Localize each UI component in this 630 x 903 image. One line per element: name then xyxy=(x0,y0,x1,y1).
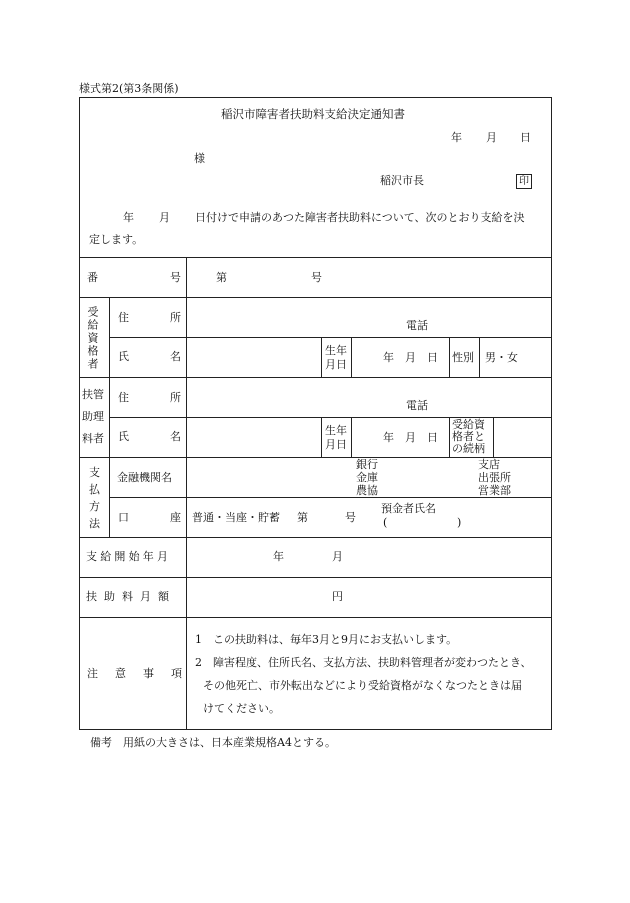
recipient-birth-label-1: 生年 xyxy=(325,344,347,357)
notes-label: 注意事項 xyxy=(87,667,199,680)
body-text-line2: 定します。 xyxy=(89,233,144,246)
column-divider xyxy=(351,417,352,457)
guardian-relation-label-3: の続柄 xyxy=(452,442,485,455)
holder-paren-open: ( xyxy=(383,516,388,529)
column-divider xyxy=(321,417,322,457)
holder-label: 預金者氏名 xyxy=(381,502,436,515)
guardian-phone-label: 電話 xyxy=(406,399,428,412)
column-divider xyxy=(186,257,187,617)
guardian-address-label-1: 住 xyxy=(118,391,129,404)
guardian-relation-label-2: 格者と xyxy=(452,430,485,443)
issuer-name: 稲沢市長 xyxy=(380,174,424,187)
recipient-birth-label-2: 月日 xyxy=(325,358,347,371)
row-divider xyxy=(79,297,552,298)
column-divider xyxy=(493,417,494,457)
note-item-1: 1 この扶助料は、毎年3月と9月にお支払いします。 xyxy=(195,633,458,646)
row-divider xyxy=(109,337,552,338)
guardian-group-label-1: 扶管 xyxy=(82,388,104,401)
row-divider xyxy=(79,577,552,578)
document-title: 稲沢市障害者扶助料支給決定通知書 xyxy=(221,107,405,121)
guardian-birth-label-1: 生年 xyxy=(325,424,347,437)
branch-type-branch: 支店 xyxy=(478,458,500,471)
recipient-birth-value: 年 月 日 xyxy=(383,351,438,364)
recipient-phone-label: 電話 xyxy=(406,319,428,332)
note-item-2-cont: その他死亡、市外転出などにより受給資格がなくなつたときは届 xyxy=(203,679,522,692)
account-label-1: 口 xyxy=(118,511,129,524)
row-divider xyxy=(109,497,552,498)
payment-group-label-1: 支 xyxy=(89,466,100,479)
guardian-group-label-2: 助理 xyxy=(82,410,104,423)
payment-group-label-2: 払 xyxy=(89,483,100,496)
column-divider xyxy=(449,337,450,377)
number-label-right: 号 xyxy=(170,271,181,284)
payment-group-label-3: 方 xyxy=(89,500,100,513)
account-no-suffix: 号 xyxy=(345,511,356,524)
guardian-address-label-2: 所 xyxy=(170,391,181,404)
body-text-line1: 日付けで申請のあつた障害者扶助料について、次のとおり支給を決 xyxy=(195,211,525,224)
column-divider xyxy=(351,337,352,377)
institution-label: 金融機関名 xyxy=(117,471,172,484)
account-no-prefix: 第 xyxy=(297,511,308,524)
row-divider xyxy=(79,537,552,538)
column-divider xyxy=(479,337,480,377)
note-item-2-end: けてください。 xyxy=(203,702,280,715)
column-divider xyxy=(109,297,110,537)
recipient-name-label-1: 氏 xyxy=(118,350,129,363)
addressee-suffix: 様 xyxy=(194,152,205,165)
recipient-group-label: 受給資格者 xyxy=(86,306,99,371)
guardian-birth-label-2: 月日 xyxy=(325,438,347,451)
number-prefix: 第 xyxy=(216,271,227,284)
amount-unit: 円 xyxy=(332,590,343,603)
row-divider xyxy=(79,377,552,378)
recipient-gender-value: 男・女 xyxy=(485,351,518,364)
holder-paren-close: ) xyxy=(457,516,462,529)
column-divider xyxy=(449,417,450,457)
recipient-gender-label: 性別 xyxy=(452,351,474,364)
account-label-2: 座 xyxy=(170,511,181,524)
guardian-name-label-1: 氏 xyxy=(118,430,129,443)
start-row-label: 支給開始年月 xyxy=(86,550,172,563)
payment-group-label-4: 法 xyxy=(89,517,100,530)
footnote: 備考 用紙の大きさは、日本産業規格A4とする。 xyxy=(90,736,336,749)
start-year-label: 年 xyxy=(273,550,284,563)
guardian-name-label-2: 名 xyxy=(170,430,181,443)
amount-row-label: 扶助料月額 xyxy=(86,590,176,603)
seal-stamp: 印 xyxy=(516,174,532,189)
recipient-name-label-2: 名 xyxy=(170,350,181,363)
column-divider xyxy=(321,337,322,377)
institution-type-ja: 農協 xyxy=(356,484,378,497)
account-types: 普通・当座・貯蓄 xyxy=(192,511,280,524)
guardian-group-label-3: 料者 xyxy=(82,432,104,445)
date-year-label: 年 xyxy=(451,131,462,144)
body-year-label: 年 xyxy=(123,211,134,224)
start-month-label: 月 xyxy=(332,550,343,563)
recipient-address-label-2: 所 xyxy=(170,311,181,324)
number-label-left: 番 xyxy=(87,271,98,284)
date-month-label: 月 xyxy=(486,131,497,144)
recipient-address-label-1: 住 xyxy=(118,311,129,324)
guardian-birth-value: 年 月 日 xyxy=(383,431,438,444)
branch-type-office: 出張所 xyxy=(478,471,511,484)
row-divider xyxy=(79,257,552,258)
date-day-label: 日 xyxy=(520,131,531,144)
row-divider xyxy=(79,617,552,618)
institution-type-shinkin: 金庫 xyxy=(356,471,378,484)
form-label: 様式第2(第3条関係) xyxy=(79,82,179,95)
number-suffix: 号 xyxy=(311,271,322,284)
guardian-relation-label-1: 受給資 xyxy=(452,418,485,431)
note-item-2: 2 障害程度、住所氏名、支払方法、扶助料管理者が変わつたとき、 xyxy=(195,656,532,669)
institution-type-bank: 銀行 xyxy=(356,458,378,471)
body-month-label: 月 xyxy=(159,211,170,224)
row-divider xyxy=(109,417,552,418)
branch-type-sales: 営業部 xyxy=(478,484,511,497)
